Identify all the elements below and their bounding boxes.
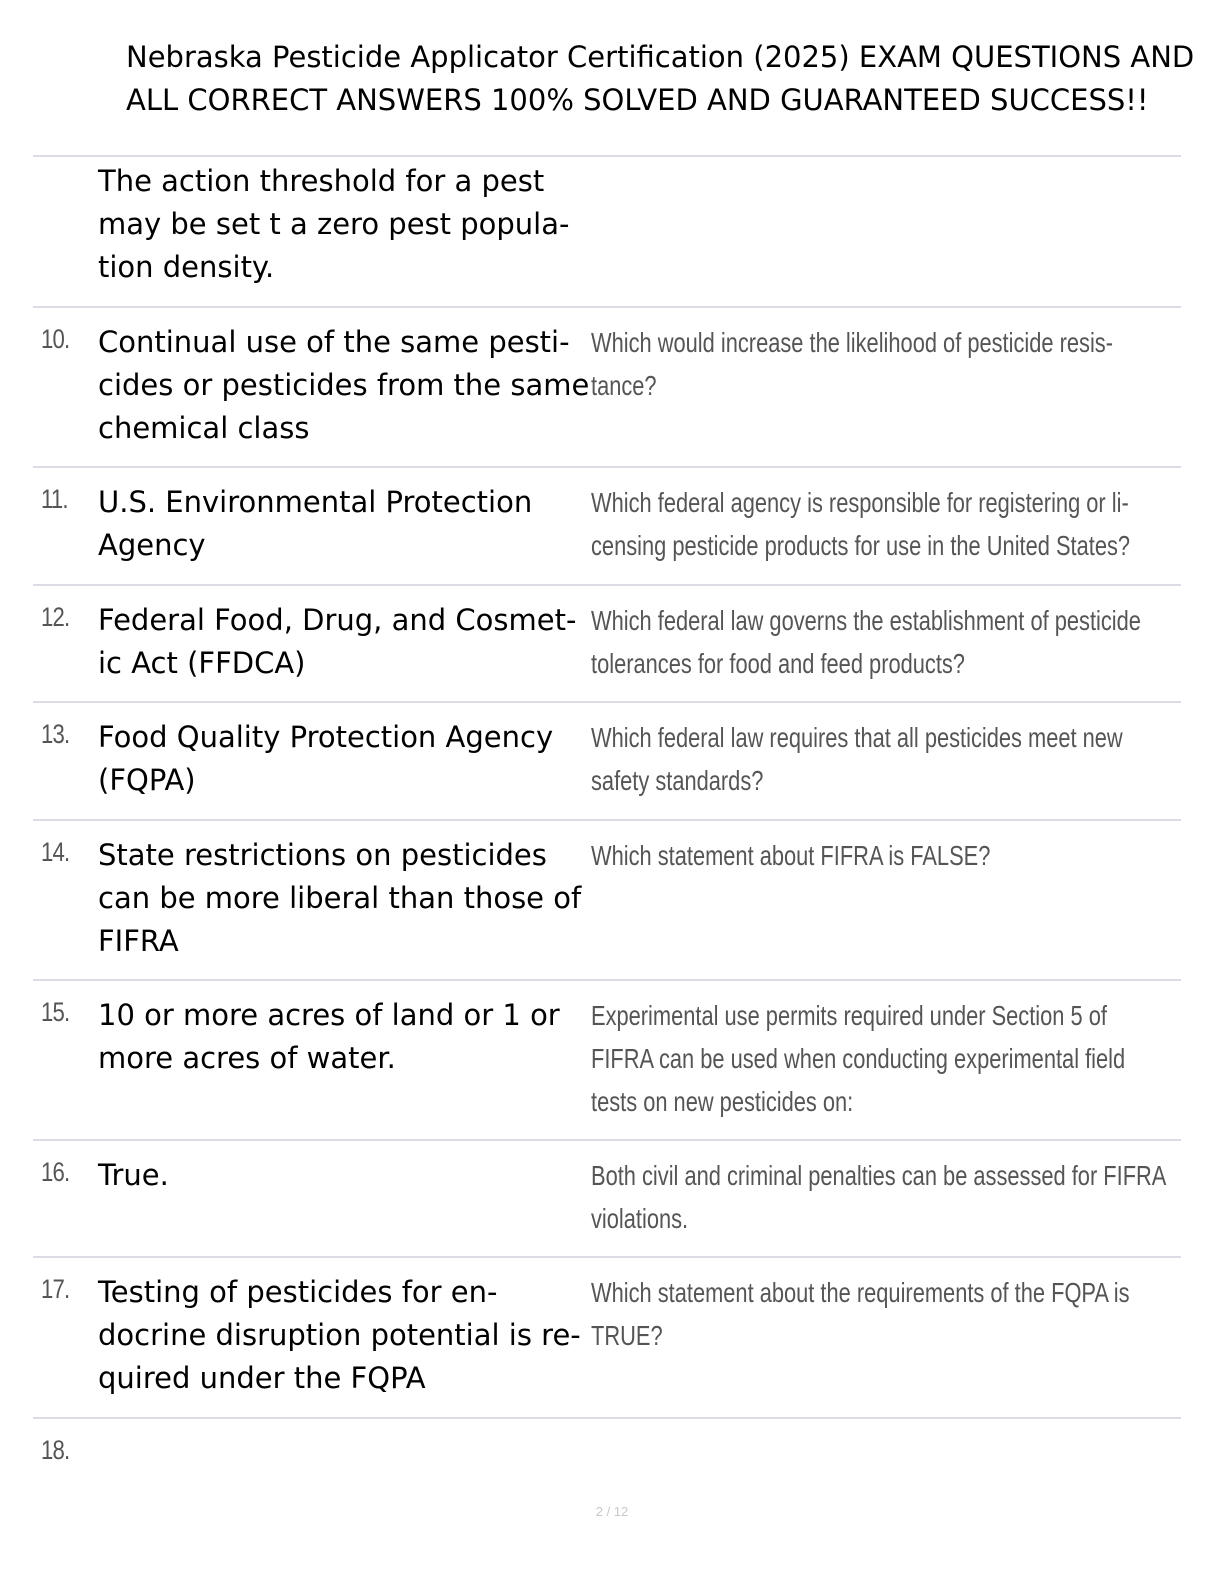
answer-line: chemical class [98, 411, 310, 445]
row-number: 13. [41, 719, 70, 749]
table-row [33, 1417, 1181, 1477]
answer-cell [98, 994, 590, 1080]
answer-line: may be set t a zero pest popula- [98, 207, 570, 241]
table-row [33, 466, 1181, 584]
question-line: violations. [591, 1203, 689, 1234]
table-row [33, 819, 1181, 979]
answer-line: Agency [98, 528, 206, 562]
table-row [33, 1139, 1181, 1256]
table-row [33, 701, 1181, 819]
question-cell [591, 994, 1126, 1123]
document-title [126, 36, 1216, 122]
question-cell [591, 716, 1123, 802]
answer-line: (FQPA) [98, 763, 196, 797]
answer-line: Federal Food, Drug, and Cosmet- [98, 603, 577, 637]
answer-line: docrine disruption potential is re- [98, 1318, 581, 1352]
title-line-1: Nebraska Pesticide Applicator Certification (2025) EXAM QUESTIONS AND [126, 40, 1195, 74]
question-cell [591, 599, 1141, 685]
table-row [33, 155, 1181, 306]
table-row [33, 1256, 1181, 1417]
row-number: 17. [41, 1274, 70, 1304]
answer-line: Testing of pesticides for en- [98, 1275, 498, 1309]
answer-line: 10 or more acres of land or 1 or [98, 998, 560, 1032]
row-number: 12. [41, 602, 70, 632]
answer-cell [98, 1271, 590, 1400]
answer-line: FIFRA [98, 924, 179, 958]
answer-line: U.S. Environmental Protection [98, 485, 533, 519]
table-row [33, 306, 1181, 466]
answer-line: The action threshold for a pest [98, 164, 545, 198]
answer-line: ic Act (FFDCA) [98, 646, 306, 680]
question-cell [591, 481, 1131, 567]
answer-cell [98, 834, 590, 963]
answer-cell [98, 716, 590, 802]
question-line: safety standards? [591, 765, 764, 796]
table-row [33, 979, 1181, 1139]
table-row [33, 584, 1181, 701]
question-line: Which federal agency is responsible for registering or li- [591, 487, 1129, 518]
question-cell [591, 834, 1051, 877]
row-number: 15. [41, 997, 70, 1027]
question-line: Experimental use permits required under Section 5 of [591, 1000, 1107, 1031]
answer-cell [98, 321, 590, 450]
question-line: Which statement about FIFRA is FALSE? [591, 840, 991, 871]
question-line: tests on new pesticides on: [591, 1086, 854, 1117]
answer-line: more acres of water. [98, 1041, 396, 1075]
answer-cell [98, 599, 590, 685]
question-line: tolerances for food and feed products? [591, 648, 965, 679]
question-cell [591, 1154, 1167, 1240]
answer-cell [98, 481, 590, 567]
answer-line: tion density. [98, 250, 275, 284]
answer-line: Food Quality Protection Agency [98, 720, 554, 754]
qa-table [33, 155, 1181, 1477]
question-line: censing pesticide products for use in the United States? [591, 530, 1131, 561]
question-line: Both civil and criminal penalties can be assessed for FIFRA [591, 1160, 1167, 1191]
answer-line: quired under the FQPA [98, 1361, 426, 1395]
question-cell [591, 321, 1113, 407]
answer-line: State restrictions on pesticides [98, 838, 547, 872]
question-line: TRUE? [591, 1320, 663, 1351]
answer-cell [98, 160, 590, 289]
answer-line: can be more liberal than those of [98, 881, 582, 915]
question-line: Which would increase the likelihood of pesticide resis- [591, 327, 1113, 358]
answer-line: Continual use of the same pesti- [98, 325, 570, 359]
question-line: Which statement about the requirements of the FQPA is [591, 1277, 1130, 1308]
page-number: 2 / 12 [595, 1504, 629, 1519]
answer-cell [98, 1154, 590, 1197]
answer-line: cides or pesticides from the same [98, 368, 590, 402]
question-line: Which federal law requires that all pesticides meet new [591, 722, 1123, 753]
title-line-2: ALL CORRECT ANSWERS 100% SOLVED AND GUARANTEED SUCCESS!! [126, 83, 1149, 117]
question-line: FIFRA can be used when conducting experimental field [591, 1043, 1126, 1074]
question-cell [591, 1271, 1130, 1357]
row-number: 14. [41, 837, 70, 867]
row-number: 18. [41, 1435, 70, 1465]
question-line: tance? [591, 370, 657, 401]
row-number: 11. [41, 484, 68, 514]
row-number: 16. [41, 1157, 70, 1187]
answer-line: True. [98, 1158, 169, 1192]
row-number: 10. [41, 324, 70, 354]
question-line: Which federal law governs the establishment of pesticide [591, 605, 1141, 636]
